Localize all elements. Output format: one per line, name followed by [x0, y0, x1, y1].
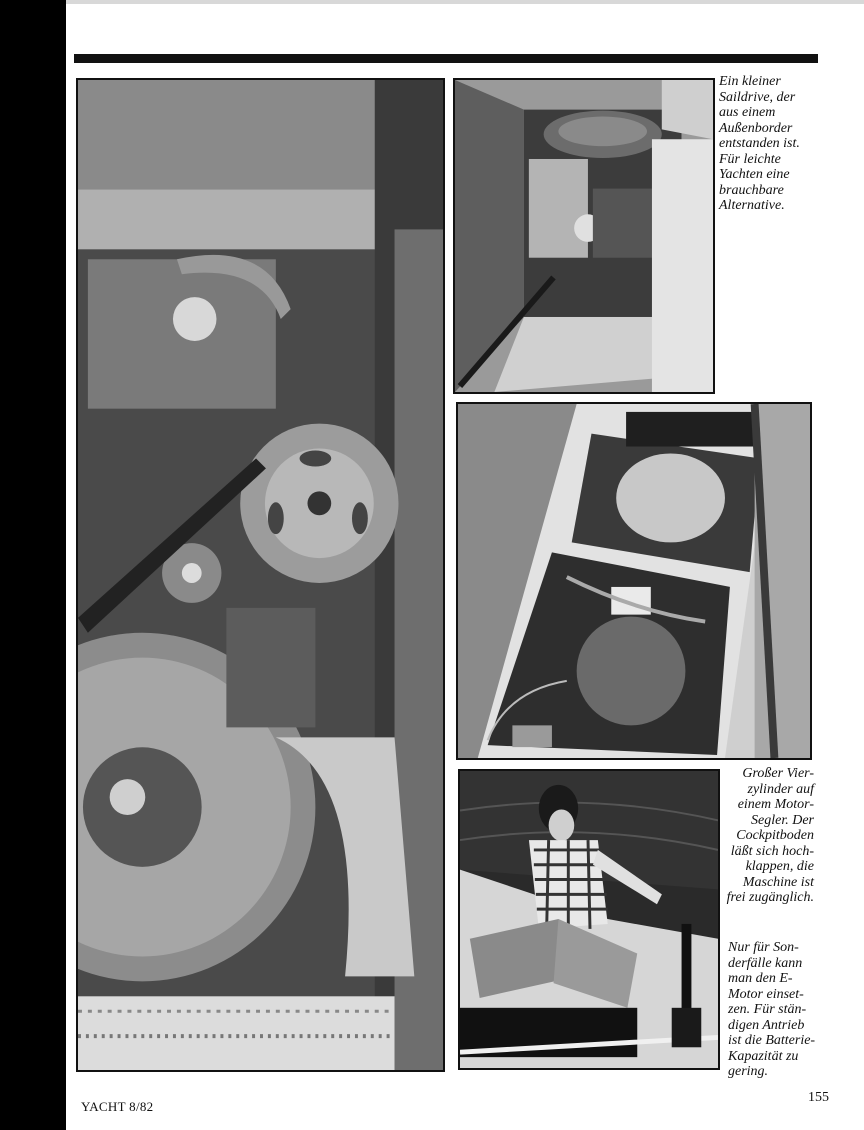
magazine-issue: YACHT 8/82 [81, 1099, 154, 1114]
page-number: 155 [808, 1090, 829, 1105]
electric-motor-photo [458, 769, 720, 1070]
scan-edge-left [0, 0, 66, 1130]
cockpit-engine-photo [456, 402, 812, 760]
header-rule [74, 54, 818, 63]
scan-edge-top [66, 0, 864, 4]
caption-saildrive: Ein kleiner Saildrive, der aus einem Außenborder entstanden ist. Für leichte Yachten eine brauchbare Alternative. [719, 74, 800, 213]
engine-photo [76, 78, 445, 1072]
caption-electric-motor: Nur für Son- derfälle kann man den E- Motor einset- zen. Für stän- digen Antrieb ist die Batterie- Kapazität zu gering. [728, 940, 816, 1079]
caption-four-cylinder: Großer Vier- zylinder auf einem Motor- Segler. Der Cockpitboden läßt sich hoch- klappen, die Maschine ist frei zugänglich. [726, 766, 814, 905]
saildrive-photo [453, 78, 715, 394]
